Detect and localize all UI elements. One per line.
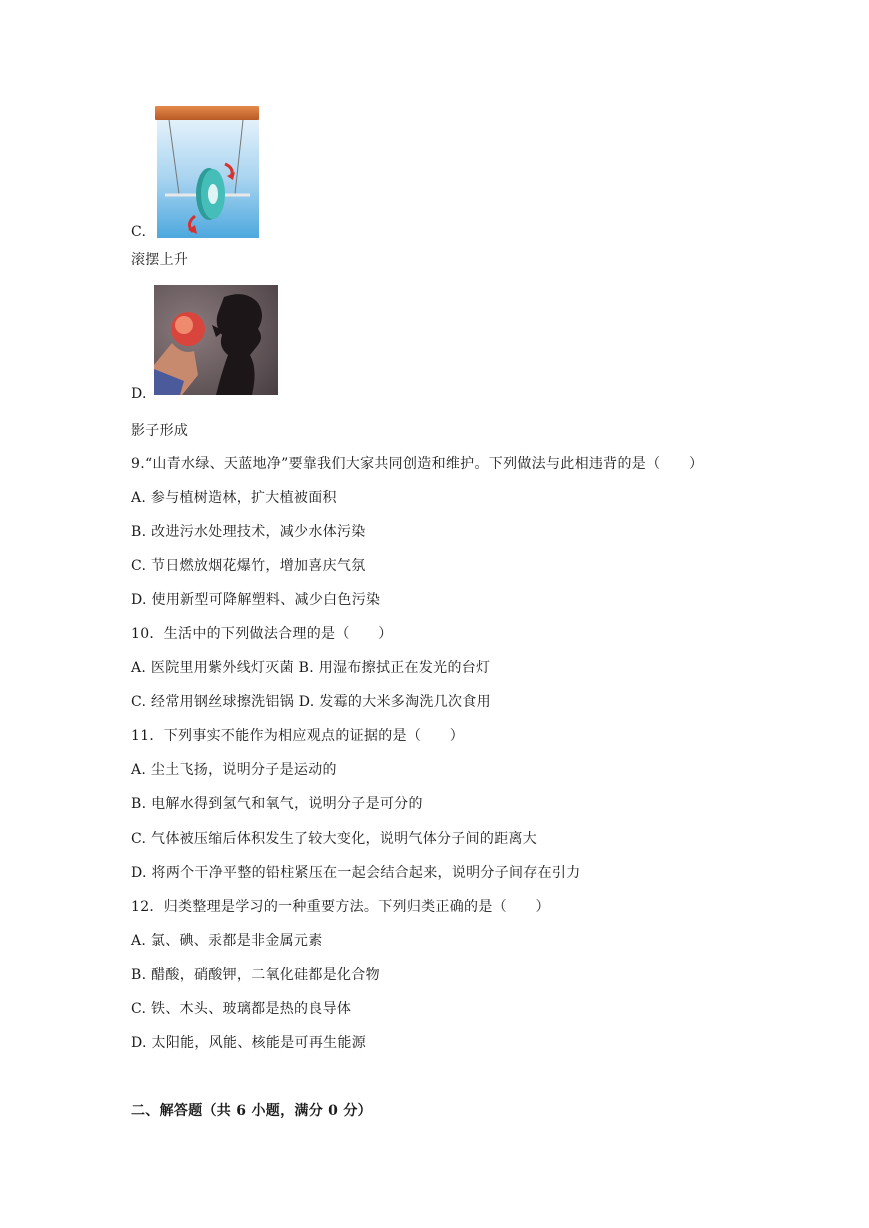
question-11-option-c: C. 气体被压缩后体积发生了较大变化，说明气体分子间的距离大	[131, 831, 538, 847]
question-12-option-a: A. 氯、碘、汞都是非金属元素	[131, 933, 323, 949]
question-9-option-a: A. 参与植树造林，扩大植被面积	[131, 490, 337, 506]
question-12-option-b: B. 醋酸，硝酸钾，二氧化硅都是化合物	[131, 967, 380, 983]
question-11-option-d: D. 将两个干净平整的铅柱紧压在一起会结合起来，说明分子间存在引力	[131, 865, 581, 881]
question-10-options-ab: A. 医院里用紫外线灯灭菌 B. 用湿布擦拭正在发光的台灯	[131, 660, 491, 676]
question-9-option-d: D. 使用新型可降解塑料、减少白色污染	[131, 592, 381, 608]
maxwell-wheel-icon	[155, 106, 260, 238]
figure-d-letter: D.	[131, 386, 147, 402]
question-12-option-d: D. 太阳能，风能、核能是可再生能源	[131, 1035, 367, 1051]
figure-d-image	[154, 285, 278, 395]
section-heading: 二、解答题（共 6 小题，满分 0 分）	[131, 1103, 372, 1119]
question-11-stem: 11．下列事实不能作为相应观点的证据的是（ ）	[131, 728, 465, 744]
question-9-option-b: B. 改进污水处理技术，减少水体污染	[131, 524, 366, 540]
question-12-stem: 12．归类整理是学习的一种重要方法。下列归类正确的是（ ）	[131, 899, 550, 915]
figure-c-image	[155, 106, 260, 238]
question-9-option-c: C. 节日燃放烟花爆竹，增加喜庆气氛	[131, 558, 366, 574]
question-11-option-b: B. 电解水得到氢气和氧气，说明分子是可分的	[131, 796, 423, 812]
figure-c-caption: 滚摆上升	[131, 252, 189, 268]
question-9-stem: 9.“山青水绿、天蓝地净”要靠我们大家共同创造和维护。下列做法与此相违背的是（ ）	[131, 456, 704, 472]
figure-d-caption: 影子形成	[131, 423, 189, 439]
question-10-stem: 10．生活中的下列做法合理的是（ ）	[131, 626, 393, 642]
question-11-option-a: A. 尘土飞扬，说明分子是运动的	[131, 762, 337, 778]
question-12-option-c: C. 铁、木头、玻璃都是热的良导体	[131, 1001, 352, 1017]
figure-c-letter: C.	[131, 224, 147, 240]
question-10-options-cd: C. 经常用钢丝球擦洗铝锅 D. 发霉的大米多淘洗几次食用	[131, 694, 491, 710]
shadow-icon	[154, 285, 278, 395]
